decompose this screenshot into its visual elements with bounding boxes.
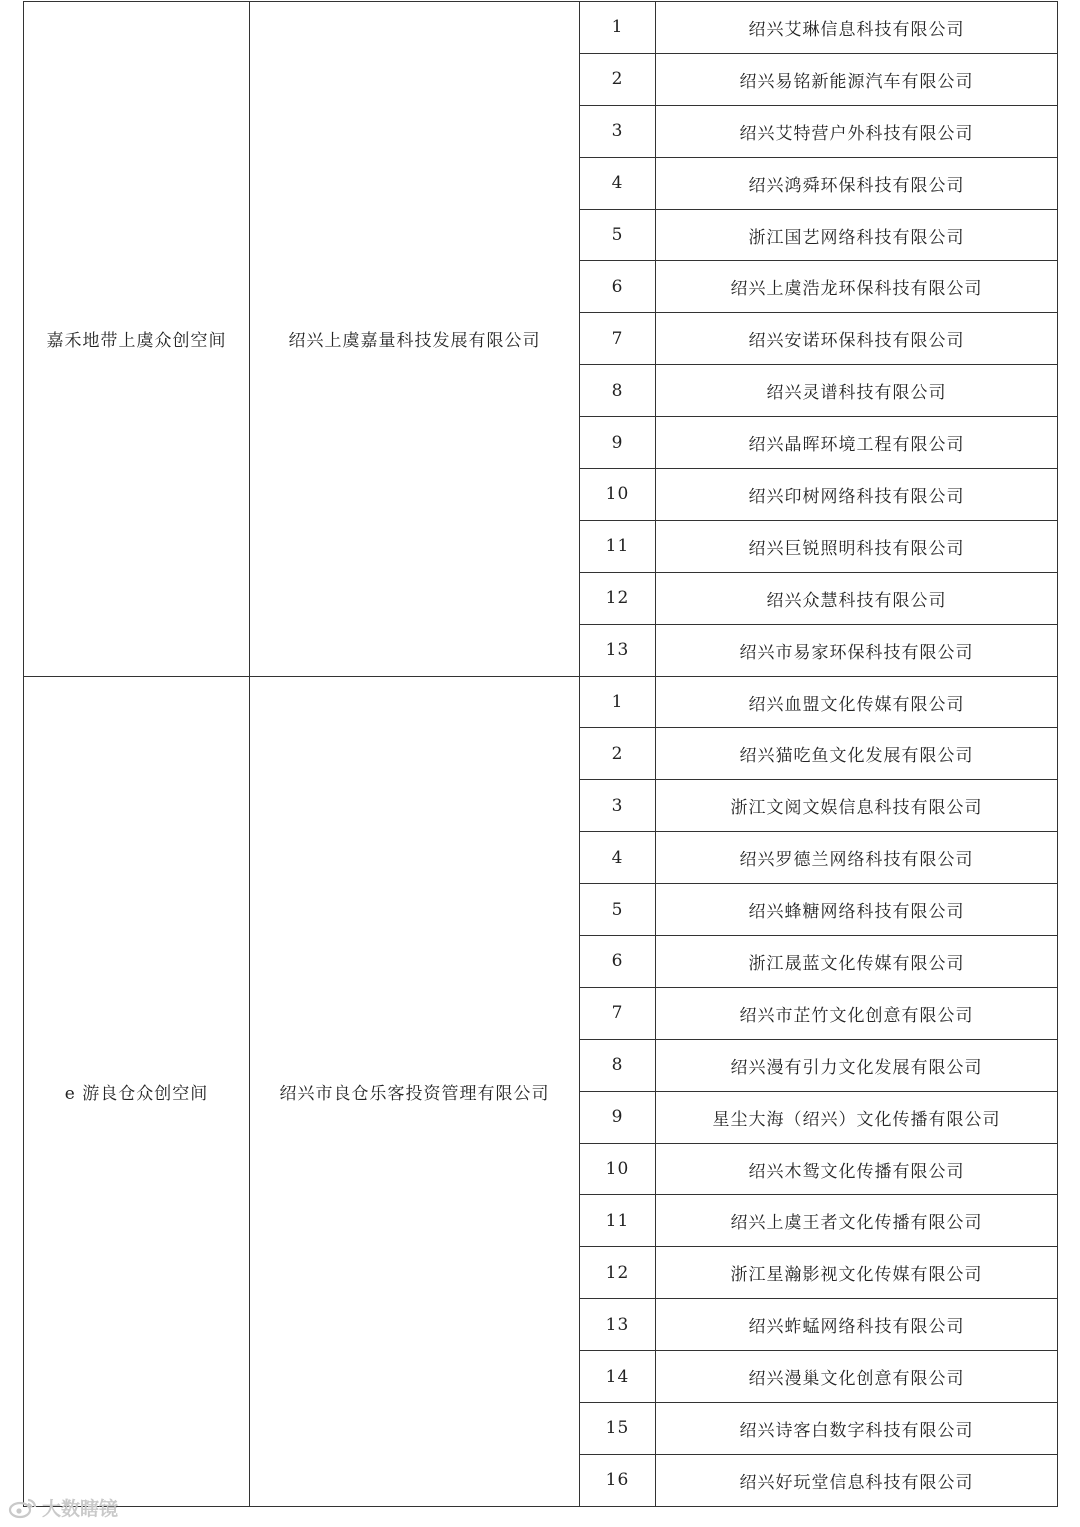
- company-name-cell: 绍兴晶晖环境工程有限公司: [656, 417, 1058, 469]
- company-name-cell: 绍兴蜂糖网络科技有限公司: [656, 884, 1058, 936]
- table-row: [24, 676, 1058, 728]
- row-number-cell: 2: [580, 53, 656, 105]
- row-number-cell: 13: [580, 624, 656, 676]
- row-number-cell: 6: [580, 261, 656, 313]
- company-name-cell: 绍兴好玩堂信息科技有限公司: [656, 1454, 1058, 1506]
- company-name-cell: 绍兴市芷竹文化创意有限公司: [656, 987, 1058, 1039]
- row-number-cell: 8: [580, 1039, 656, 1091]
- row-number-cell: 13: [580, 1299, 656, 1351]
- incubator-company-table: [23, 1, 1058, 1507]
- row-number-cell: 12: [580, 1247, 656, 1299]
- operator-name-cell: 绍兴市良仓乐客投资管理有限公司: [250, 676, 580, 1506]
- row-number-cell: 4: [580, 832, 656, 884]
- table-row: [24, 2, 1058, 54]
- company-name-cell: 绍兴罗德兰网络科技有限公司: [656, 832, 1058, 884]
- watermark-text: 大数瞎镜: [42, 1498, 119, 1520]
- row-number-cell: 11: [580, 520, 656, 572]
- watermark: [8, 1494, 118, 1521]
- row-number-cell: 4: [580, 157, 656, 209]
- company-name-cell: 浙江国艺网络科技有限公司: [656, 209, 1058, 261]
- row-number-cell: 10: [580, 469, 656, 521]
- row-number-cell: 2: [580, 728, 656, 780]
- row-number-cell: 11: [580, 1195, 656, 1247]
- company-name-cell: 浙江星瀚影视文化传媒有限公司: [656, 1247, 1058, 1299]
- company-name-cell: 绍兴上虞王者文化传播有限公司: [656, 1195, 1058, 1247]
- company-name-cell: 绍兴漫有引力文化发展有限公司: [656, 1039, 1058, 1091]
- row-number-cell: 7: [580, 987, 656, 1039]
- row-number-cell: 9: [580, 417, 656, 469]
- weibo-icon: [8, 1497, 38, 1519]
- table-body: [24, 2, 1058, 1507]
- company-name-cell: 绍兴木鸳文化传播有限公司: [656, 1143, 1058, 1195]
- company-name-cell: 星尘大海（绍兴）文化传播有限公司: [656, 1091, 1058, 1143]
- company-name-cell: 绍兴艾特营户外科技有限公司: [656, 105, 1058, 157]
- company-name-cell: 绍兴猫吃鱼文化发展有限公司: [656, 728, 1058, 780]
- company-name-cell: 绍兴灵谱科技有限公司: [656, 365, 1058, 417]
- company-name-cell: 绍兴上虞浩龙环保科技有限公司: [656, 261, 1058, 313]
- row-number-cell: 7: [580, 313, 656, 365]
- company-name-cell: 绍兴易铭新能源汽车有限公司: [656, 53, 1058, 105]
- company-name-cell: 浙江晟蓝文化传媒有限公司: [656, 936, 1058, 988]
- row-number-cell: 1: [580, 2, 656, 54]
- row-number-cell: 12: [580, 572, 656, 624]
- space-name-cell: e 游良仓众创空间: [24, 676, 250, 1506]
- row-number-cell: 14: [580, 1351, 656, 1403]
- operator-name-cell: 绍兴上虞嘉量科技发展有限公司: [250, 2, 580, 677]
- row-number-cell: 15: [580, 1403, 656, 1455]
- company-name-cell: 绍兴漫巢文化创意有限公司: [656, 1351, 1058, 1403]
- row-number-cell: 3: [580, 780, 656, 832]
- row-number-cell: 5: [580, 209, 656, 261]
- row-number-cell: 5: [580, 884, 656, 936]
- row-number-cell: 10: [580, 1143, 656, 1195]
- row-number-cell: 1: [580, 676, 656, 728]
- row-number-cell: 16: [580, 1454, 656, 1506]
- company-name-cell: 绍兴鸿舜环保科技有限公司: [656, 157, 1058, 209]
- company-name-cell: 绍兴众慧科技有限公司: [656, 572, 1058, 624]
- company-name-cell: 绍兴蚱蜢网络科技有限公司: [656, 1299, 1058, 1351]
- company-name-cell: 绍兴印树网络科技有限公司: [656, 469, 1058, 521]
- space-name-cell: 嘉禾地带上虞众创空间: [24, 2, 250, 677]
- company-name-cell: 绍兴诗客白数字科技有限公司: [656, 1403, 1058, 1455]
- company-name-cell: 绍兴艾琳信息科技有限公司: [656, 2, 1058, 54]
- company-name-cell: 绍兴巨锐照明科技有限公司: [656, 520, 1058, 572]
- row-number-cell: 6: [580, 936, 656, 988]
- company-name-cell: 浙江文阅文娱信息科技有限公司: [656, 780, 1058, 832]
- company-name-cell: 绍兴安诺环保科技有限公司: [656, 313, 1058, 365]
- row-number-cell: 3: [580, 105, 656, 157]
- company-name-cell: 绍兴血盟文化传媒有限公司: [656, 676, 1058, 728]
- row-number-cell: 8: [580, 365, 656, 417]
- company-name-cell: 绍兴市易家环保科技有限公司: [656, 624, 1058, 676]
- row-number-cell: 9: [580, 1091, 656, 1143]
